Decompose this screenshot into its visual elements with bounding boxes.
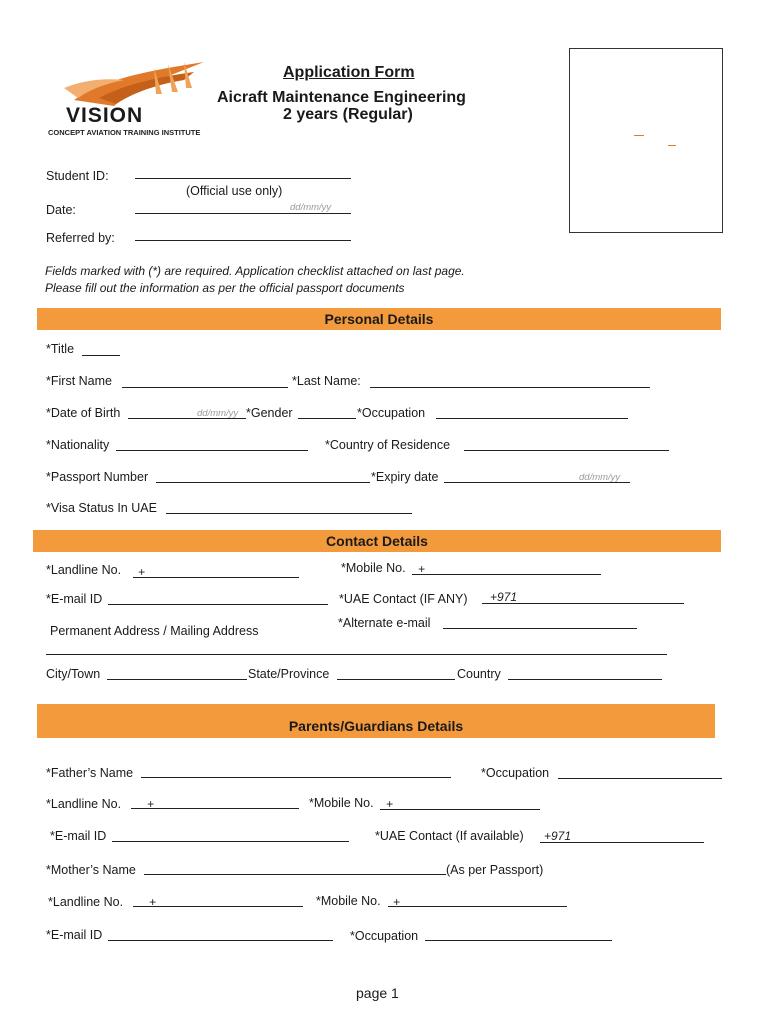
mother-occupation-field[interactable]: [425, 940, 612, 941]
nationality-field[interactable]: [116, 450, 308, 451]
gender-label: *Gender: [246, 406, 293, 420]
section-heading-parents: Parents/Guardians Details: [288, 718, 464, 734]
alt-email-field[interactable]: [443, 628, 637, 629]
dob-placeholder: dd/mm/yy: [197, 408, 239, 419]
nationality-label: *Nationality: [46, 438, 110, 452]
logo-name: VISION: [66, 104, 144, 127]
photo-marker: [634, 135, 644, 136]
mother-email-label: *E-mail ID: [46, 928, 103, 942]
uae-contact-label: *UAE Contact (IF ANY): [339, 592, 468, 606]
mother-name-field[interactable]: [144, 874, 446, 875]
expiry-date-label: *Expiry date: [371, 470, 439, 484]
mother-landline-label: *Landline No.: [48, 895, 124, 909]
date-label: Date:: [46, 203, 76, 217]
first-name-field[interactable]: [122, 387, 288, 388]
address-field[interactable]: [46, 654, 667, 655]
page-number: page 1: [356, 985, 399, 1001]
occupation-label: *Occupation: [357, 406, 426, 420]
visa-status-field[interactable]: [166, 513, 412, 514]
title-label: *Title: [46, 342, 75, 356]
mother-landline-prefix: +: [149, 895, 157, 909]
mother-mobile-prefix: +: [393, 895, 401, 909]
parent-mobile-field[interactable]: [380, 809, 540, 810]
passport-note: Please fill out the information as per the official passport documents: [45, 281, 405, 295]
passport-number-field[interactable]: [156, 482, 370, 483]
country-residence-field[interactable]: [464, 450, 669, 451]
section-band-personal: [37, 308, 721, 330]
visa-status-label: *Visa Status In UAE: [46, 501, 157, 515]
first-name-label: *First Name: [46, 374, 112, 388]
landline-label: *Landline No.: [46, 563, 122, 577]
form-subtitle-1: Aicraft Maintenance Engineering: [217, 89, 466, 106]
student-id-field[interactable]: [135, 178, 351, 179]
last-name-label: *Last Name:: [292, 374, 361, 388]
title-field[interactable]: [82, 355, 120, 356]
mother-mobile-field[interactable]: [388, 906, 567, 907]
parent-email-field[interactable]: [112, 841, 349, 842]
mother-landline-field[interactable]: [133, 906, 303, 907]
landline-prefix: +: [138, 565, 146, 579]
father-name-field[interactable]: [141, 777, 451, 778]
date-placeholder: dd/mm/yy: [290, 202, 332, 213]
parent-uae-contact-label: *UAE Contact (If available): [375, 829, 524, 843]
father-occupation-field[interactable]: [558, 778, 722, 779]
student-id-label: Student ID:: [46, 169, 109, 183]
passport-number-label: *Passport Number: [46, 470, 149, 484]
mobile-prefix: +: [418, 562, 426, 576]
mother-email-field[interactable]: [108, 940, 333, 941]
mother-mobile-label: *Mobile No.: [316, 894, 381, 908]
city-field[interactable]: [107, 679, 247, 680]
date-field[interactable]: [135, 213, 351, 214]
form-subtitle-2: 2 years (Regular): [283, 106, 413, 123]
parent-uae-contact-prefix: +971: [544, 829, 572, 843]
as-per-passport-note: (As per Passport): [446, 863, 544, 877]
mother-name-label: *Mother’s Name: [46, 863, 136, 877]
parent-email-label: *E-mail ID: [50, 829, 107, 843]
alt-email-label: *Alternate e-mail: [338, 616, 431, 630]
required-note: Fields marked with (*) are required. Application checklist attached on last page.: [45, 264, 465, 278]
last-name-field[interactable]: [370, 387, 650, 388]
logo: [44, 58, 224, 140]
photo-box[interactable]: [569, 48, 723, 233]
parent-landline-prefix: +: [147, 797, 155, 811]
photo-marker: [668, 145, 676, 146]
expiry-date-placeholder: dd/mm/yy: [579, 472, 621, 483]
section-heading-personal: Personal Details: [324, 311, 434, 327]
mobile-label: *Mobile No.: [341, 561, 406, 575]
city-label: City/Town: [46, 667, 101, 681]
logo-tagline: CONCEPT AVIATION TRAINING INSTITUTE: [48, 128, 201, 137]
state-label: State/Province: [248, 667, 330, 681]
country-residence-label: *Country of Residence: [325, 438, 451, 452]
gender-field[interactable]: [298, 418, 356, 419]
section-band-parents: [37, 704, 715, 738]
father-occupation-label: *Occupation: [481, 766, 550, 780]
country-field[interactable]: [508, 679, 662, 680]
parent-mobile-label: *Mobile No.: [309, 796, 374, 810]
mother-occupation-label: *Occupation: [350, 929, 419, 943]
landline-field[interactable]: [133, 577, 299, 578]
email-field[interactable]: [108, 604, 328, 605]
section-band-contact: [33, 530, 721, 552]
section-heading-contact: Contact Details: [326, 533, 428, 549]
parent-mobile-prefix: +: [386, 797, 394, 811]
mobile-field[interactable]: [412, 574, 601, 575]
father-name-label: *Father’s Name: [46, 766, 134, 780]
address-label: Permanent Address / Mailing Address: [50, 624, 259, 638]
official-use-note: (Official use only): [186, 184, 283, 198]
uae-contact-prefix: +971: [490, 590, 518, 604]
form-title: Application Form: [283, 64, 415, 81]
parent-landline-label: *Landline No.: [46, 797, 122, 811]
referred-by-field[interactable]: [135, 240, 351, 241]
email-label: *E-mail ID: [46, 592, 103, 606]
referred-by-label: Referred by:: [46, 231, 115, 245]
occupation-field[interactable]: [436, 418, 628, 419]
parent-landline-field[interactable]: [131, 808, 299, 809]
dob-label: *Date of Birth: [46, 406, 121, 420]
state-field[interactable]: [337, 679, 455, 680]
country-label: Country: [457, 667, 501, 681]
